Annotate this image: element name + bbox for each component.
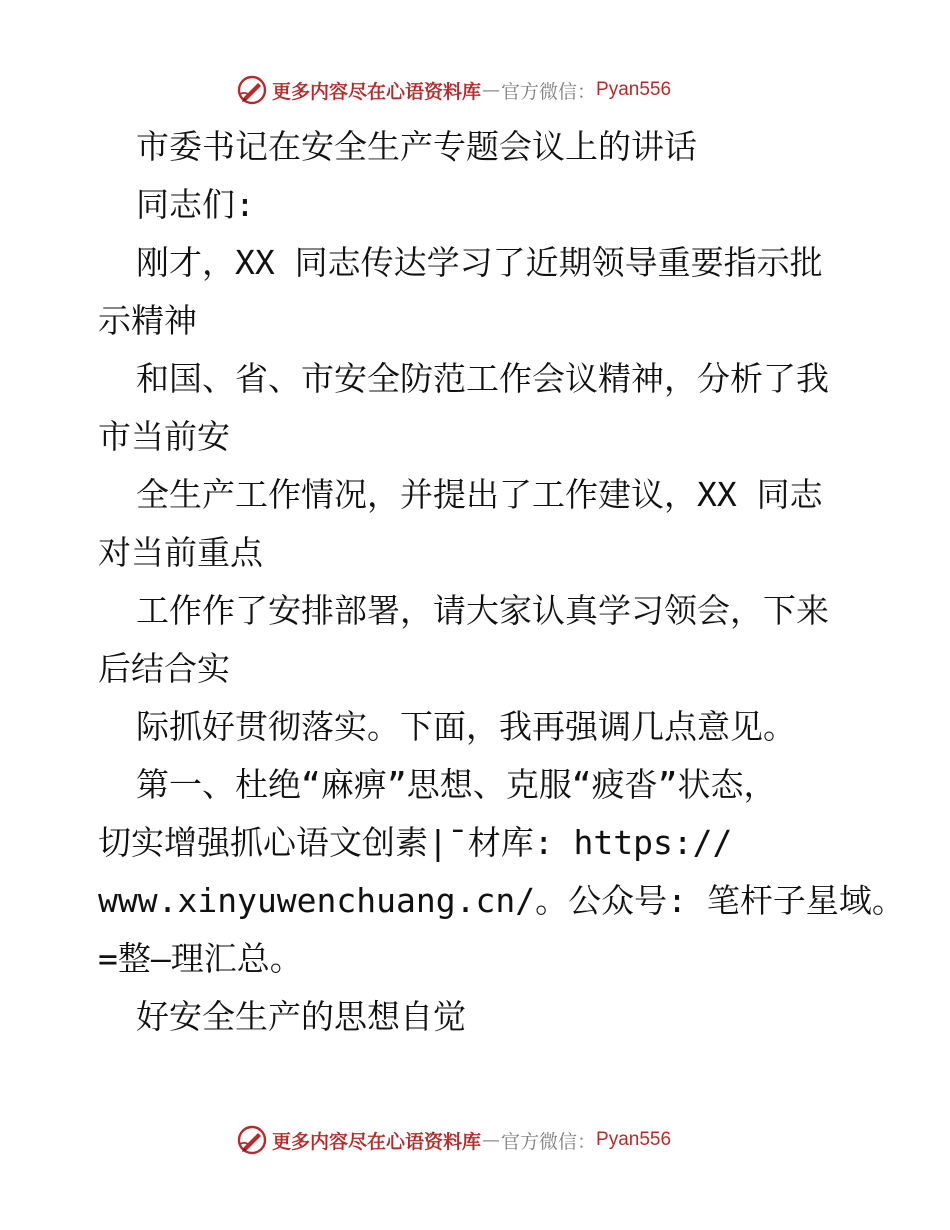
body-text-line: 同志们:	[136, 185, 255, 224]
watermark-account: Pyan556	[596, 79, 672, 100]
body-text-line: 第一、杜绝“麻痹”思想、克服“疲沓”状态，	[136, 765, 777, 804]
watermark-label: 官方微信：	[501, 80, 597, 103]
body-text-line: 切实增强抓心语文创素|¯材库: https://	[98, 823, 733, 862]
watermark-account: Pyan556	[596, 1129, 672, 1150]
footer-watermark	[236, 1122, 671, 1158]
watermark-brand: 更多内容尽在心语资料库	[272, 1130, 482, 1153]
body-text-line: www.xinyuwenchuang.cn/。公众号: 笔杆子星域。	[98, 881, 905, 920]
watermark-brand: 更多内容尽在心语资料库	[272, 80, 482, 103]
pen-logo-icon	[236, 74, 268, 106]
header-watermark	[236, 72, 671, 108]
watermark-dash: —	[482, 1129, 501, 1151]
watermark-dash: —	[482, 79, 501, 101]
body-text-line: 全生产工作情况，并提出了工作建议，XX 同志	[136, 475, 823, 514]
pen-logo-icon	[236, 1124, 268, 1156]
watermark-label: 官方微信：	[501, 1130, 597, 1153]
body-text-line: 刚才，XX 同志传达学习了近期领导重要指示批	[136, 243, 823, 282]
body-text-line: 际抓好贯彻落实。下面，我再强调几点意见。	[136, 707, 796, 746]
body-text-line: 和国、省、市安全防范工作会议精神，分析了我	[136, 359, 829, 398]
body-text-line: 后结合实	[98, 649, 230, 688]
document-title: 市委书记在安全生产专题会议上的讲话	[136, 127, 697, 166]
body-text-line: 好安全生产的思想自觉	[136, 997, 466, 1036]
body-text-line: =整—理汇总。	[98, 939, 303, 978]
body-text-line: 对当前重点	[98, 533, 263, 572]
body-text-line: 示精神	[98, 301, 197, 340]
body-text-line: 工作作了安排部署，请大家认真学习领会，下来	[136, 591, 829, 630]
document-body	[98, 118, 905, 1046]
body-text-line: 市当前安	[98, 417, 230, 456]
